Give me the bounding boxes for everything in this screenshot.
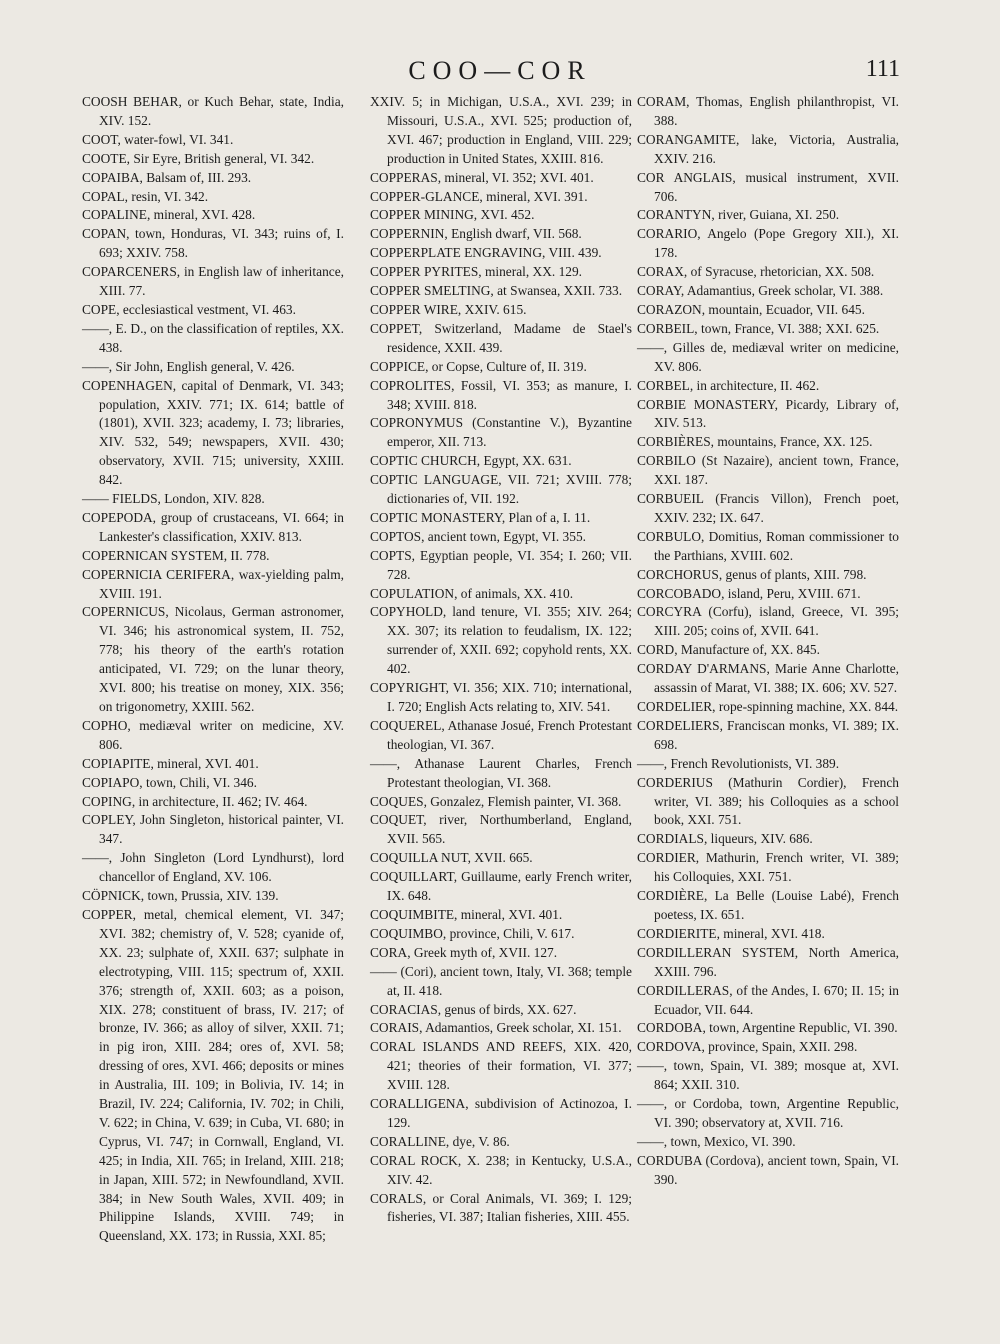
index-entry: COPTOS, ancient town, Egypt, VI. 355.	[370, 528, 586, 544]
index-entry: COPAN, town, Honduras, VI. 343; ruins of, I. 693; XXIV. 758.	[82, 226, 344, 261]
index-entry: COPAL, resin, VI. 342.	[82, 188, 209, 204]
index-entry: CORBEIL, town, France, VI. 388; XXI. 625.	[637, 320, 880, 336]
index-entry: CORDIÈRE, La Belle (Louise Labé), French poetess, IX. 651.	[637, 888, 899, 922]
index-entry: CORDUBA (Cordova), ancient town, Spain, VI. 390.	[637, 1152, 899, 1187]
index-entry: COPPICE, or Copse, Culture of, II. 319.	[370, 358, 587, 374]
index-entry: CORANGAMITE, lake, Victoria, Australia, XXIV. 216.	[637, 131, 899, 166]
index-entry: CORAL ROCK, X. 238; in Kentucky, U.S.A., XIV. 42.	[370, 1152, 632, 1187]
index-entry: CORCHORUS, genus of plants, XIII. 798.	[637, 566, 867, 582]
index-entry: COPERNICIA CERIFERA, wax-yielding palm, XVIII. 191.	[82, 566, 344, 601]
index-entry: COPTS, Egyptian people, VI. 354; I. 260; VII. 728.	[370, 547, 632, 582]
index-entry: CORBIE MONASTERY, Picardy, Library of, XIV. 513.	[637, 396, 899, 431]
index-entry: XXIV. 5; in Michigan, U.S.A., XVI. 239; in Missouri, U.S.A., XVI. 525; production of, XVI. 467; production in England, VIII. 229; production in United States, XXIII. 816.	[370, 94, 632, 166]
index-entry: COPIAPO, town, Chili, VI. 346.	[82, 774, 257, 790]
index-entry: CORALLINE, dye, V. 86.	[370, 1133, 510, 1149]
index-entry: COPERNICUS, Nicolaus, German astronomer, VI. 346; his astronomical system, II. 752, 778; his theory of the earth's rotation anticipated, VI. 729; on the lunar theory, XVI. 800; his treatise on money, XIX. 356; on trigonometry, XXIII. 562.	[82, 604, 344, 714]
index-entry: COQUEREL, Athanase Josué, French Protestant theologian, VI. 367.	[370, 717, 632, 752]
index-entry: ——, town, Mexico, VI. 390.	[637, 1133, 796, 1149]
index-entry: COPE, ecclesiastical vestment, VI. 463.	[82, 301, 296, 317]
index-entry: CORBIÈRES, mountains, France, XX. 125.	[637, 434, 873, 450]
index-entry: CORDILLERAS, of the Andes, I. 670; II. 15; in Ecuador, VII. 644.	[637, 982, 899, 1017]
index-entry: COPPER-GLANCE, mineral, XVI. 391.	[370, 188, 588, 204]
index-entry: COOT, water-fowl, VI. 341.	[82, 131, 234, 147]
index-entry: COQUET, river, Northumberland, England, XVII. 565.	[370, 812, 632, 847]
index-entry: COPROLITES, Fossil, VI. 353; as manure, I. 348; XVIII. 818.	[370, 377, 632, 412]
index-entry: CORDAY D'ARMANS, Marie Anne Charlotte, assassin of Marat, VI. 388; IX. 606; XV. 527.	[637, 661, 899, 696]
index-entry: CORDIER, Mathurin, French writer, VI. 389; his Colloquies, XXI. 751.	[637, 850, 899, 885]
index-entry: COR ANGLAIS, musical instrument, XVII. 706.	[637, 169, 899, 204]
index-entry: CORBEL, in architecture, II. 462.	[637, 377, 820, 393]
index-entry: CORANTYN, river, Guiana, XI. 250.	[637, 207, 840, 223]
index-entry: CORBUEIL (Francis Villon), French poet, XXIV. 232; IX. 647.	[637, 491, 899, 525]
index-entry: CORAX, of Syracuse, rhetorician, XX. 508.	[637, 264, 875, 280]
index-entry: CORAZON, mountain, Ecuador, VII. 645.	[637, 301, 865, 317]
index-entry: CORAM, Thomas, English philanthropist, VI. 388.	[637, 94, 899, 128]
index-entry: CORCYRA (Corfu), island, Greece, VI. 395; XIII. 205; coins of, XVII. 641.	[637, 604, 899, 639]
index-entry: ——, Sir John, English general, V. 426.	[82, 358, 295, 374]
index-entry: ——, French Revolutionists, VI. 389.	[637, 755, 840, 771]
index-entry: COPHO, mediæval writer on medicine, XV. 806.	[82, 717, 344, 752]
index-entry: —— (Cori), ancient town, Italy, VI. 368; temple at, II. 418.	[370, 963, 632, 998]
index-entry: COPYHOLD, land tenure, VI. 355; XIV. 264; XX. 307; its relation to feudalism, IX. 122; surrender of, XXII. 692; copyhold rents, XX. 402.	[370, 604, 632, 677]
index-entry: COPYRIGHT, VI. 356; XIX. 710; international, I. 720; English Acts relating to, XIV. 541.	[370, 680, 632, 714]
index-entry: COQUILLART, Guillaume, early French writer, IX. 648.	[370, 869, 632, 904]
index-entry: ——, Athanase Laurent Charles, French Protestant theologian, VI. 368.	[370, 755, 632, 790]
index-entry: COPPER, metal, chemical element, VI. 347; XVI. 382; chemistry of, V. 528; cyanide of, XX. 23; sulphate of, XXII. 637; sulphate in electrotyping, VIII. 115; spectrum of, XXII. 376; strength of, XXII. 603; as a poison, XIX. 278; constituent of brass, IV. 217; of bronze, IV. 366; as alloy of silver, XXII. 71; in pig iron, XIII. 284; ores of, XVI. 58; dressing of ores, XVI. 466; deposits or mines in Australia, III. 109; in Bolivia, IV. 14; in Brazil, IV. 224; California, IV. 702; in Chili, V. 622; in China, V. 639; in Cuba, VI. 680; in Cyprus, VI. 747; in Cornwall, England, VI. 425; in India, XII. 765; in Ireland, XIII. 218; in Japan, XIII. 572; in Newfoundland, XVII. 384; in New South Wales, XVII. 409; in Philippine Islands, XVIII. 749; in Queensland, XX. 173; in Russia, XXI. 85;	[82, 906, 344, 1244]
index-entry: COPLEY, John Singleton, historical painter, VI. 347.	[82, 812, 344, 847]
index-entry: COPAIBA, Balsam of, III. 293.	[82, 169, 252, 185]
index-entry: CORDELIERS, Franciscan monks, VI. 389; IX. 698.	[637, 717, 899, 752]
index-entry: COPPET, Switzerland, Madame de Stael's residence, XXII. 439.	[370, 320, 632, 355]
index-entry: COPTIC LANGUAGE, VII. 721; XVIII. 778; dictionaries of, VII. 192.	[370, 472, 632, 507]
index-entry: ——, John Singleton (Lord Lyndhurst), lord chancellor of England, XV. 106.	[82, 850, 344, 885]
index-entry: CORAY, Adamantius, Greek scholar, VI. 388.	[637, 283, 884, 299]
index-entry: CORDOBA, town, Argentine Republic, VI. 390.	[637, 1020, 898, 1036]
index-entry: CORDIERITE, mineral, XVI. 418.	[637, 925, 825, 941]
index-entry: CORALLIGENA, subdivision of Actinozoa, I. 129.	[370, 1096, 632, 1130]
index-entry: COQUES, Gonzalez, Flemish painter, VI. 368.	[370, 793, 622, 809]
index-entry: CORBULO, Domitius, Roman commissioner to the Parthians, XVIII. 602.	[637, 528, 899, 563]
index-entry: COPPERPLATE ENGRAVING, VIII. 439.	[370, 245, 602, 261]
index-column-1	[82, 93, 344, 1246]
index-entry: COPTIC CHURCH, Egypt, XX. 631.	[370, 453, 572, 469]
index-entry: CORDOVA, province, Spain, XXII. 298.	[637, 1039, 858, 1055]
index-entry: CORD, Manufacture of, XX. 845.	[637, 642, 820, 658]
index-entry: COQUIMBITE, mineral, XVI. 401.	[370, 906, 563, 922]
running-head: COO—COR	[408, 56, 592, 85]
index-entry: CORDELIER, rope-spinning machine, XX. 844.	[637, 699, 899, 714]
index-entry: COPTIC MONASTERY, Plan of a, I. 11.	[370, 509, 591, 525]
index-entry: COOSH BEHAR, or Kuch Behar, state, India, XIV. 152.	[82, 94, 344, 128]
page-number: 111	[865, 56, 900, 82]
index-entry: CORCOBADO, island, Peru, XVIII. 671.	[637, 585, 861, 601]
index-entry: CORAL ISLANDS AND REEFS, XIX. 420, 421; theories of their formation, VI. 377; XVIII. 128.	[370, 1039, 632, 1093]
index-entry: ——, Gilles de, mediæval writer on medicine, XV. 806.	[637, 339, 899, 374]
index-entry: COQUILLA NUT, XVII. 665.	[370, 850, 533, 866]
index-entry: CORALS, or Coral Animals, VI. 369; I. 129; fisheries, VI. 387; Italian fisheries, XIII. 455.	[370, 1190, 632, 1225]
index-entry: COPING, in architecture, II. 462; IV. 464.	[82, 793, 308, 809]
index-entry: COPPER PYRITES, mineral, XX. 129.	[370, 264, 583, 280]
index-entry: ——, E. D., on the classification of reptiles, XX. 438.	[82, 320, 344, 355]
index-entry: COPALINE, mineral, XVI. 428.	[82, 207, 256, 223]
index-entry: CORBILO (St Nazaire), ancient town, France, XXI. 187.	[637, 453, 899, 488]
index-column-3	[637, 93, 899, 1190]
index-column-2	[370, 93, 632, 1227]
index-entry: COPPER WIRE, XXIV. 615.	[370, 301, 527, 317]
index-entry: COPENHAGEN, capital of Denmark, VI. 343; population, XXIV. 771; IX. 614; battle of (1801), XVII. 323; academy, I. 73; libraries, XIV. 532, 549; newspapers, XVII. 430; observatory, XVII. 715; university, XXIII. 842.	[82, 377, 344, 488]
index-entry: CORAIS, Adamantios, Greek scholar, XI. 151.	[370, 1020, 622, 1036]
index-entry: COPEPODA, group of crustaceans, VI. 664; in Lankester's classification, XXIV. 813.	[82, 509, 344, 544]
index-entry: ——, town, Spain, VI. 389; mosque at, XVI. 864; XXII. 310.	[637, 1058, 899, 1093]
index-entry: COOTE, Sir Eyre, British general, VI. 342.	[82, 150, 315, 166]
index-entry: CÖPNICK, town, Prussia, XIV. 139.	[82, 888, 279, 904]
index-entry: CORDIALS, liqueurs, XIV. 686.	[637, 831, 813, 847]
index-entry: CORDILLERAN SYSTEM, North America, XXIII. 796.	[637, 944, 899, 979]
index-entry: CORARIO, Angelo (Pope Gregory XII.), XI. 178.	[637, 226, 899, 261]
index-entry: COPPERNIN, English dwarf, VII. 568.	[370, 226, 582, 242]
index-entry: COPULATION, of animals, XX. 410.	[370, 585, 574, 601]
index-entry: COPPER MINING, XVI. 452.	[370, 207, 535, 223]
index-entry: COPIAPITE, mineral, XVI. 401.	[82, 755, 259, 771]
index-entry: —— FIELDS, London, XIV. 828.	[82, 491, 265, 507]
index-entry: COPARCENERS, in English law of inheritance, XIII. 77.	[82, 264, 344, 299]
index-entry: CORA, Greek myth of, XVII. 127.	[370, 944, 558, 960]
index-entry: CORDERIUS (Mathurin Cordier), French writer, VI. 389; his Colloquies as a school book, XXI. 751.	[637, 774, 899, 828]
index-entry: CORACIAS, genus of birds, XX. 627.	[370, 1001, 577, 1017]
index-entry: COPPER SMELTING, at Swansea, XXII. 733.	[370, 283, 623, 299]
index-entry: ——, or Cordoba, town, Argentine Republic, VI. 390; observatory at, XVII. 716.	[637, 1096, 899, 1130]
index-entry: COQUIMBO, province, Chili, V. 617.	[370, 925, 575, 941]
index-entry: COPERNICAN SYSTEM, II. 778.	[82, 547, 270, 563]
index-entry: COPPERAS, mineral, VI. 352; XVI. 401.	[370, 169, 594, 185]
index-entry: COPRONYMUS (Constantine V.), Byzantine emperor, XII. 713.	[370, 415, 632, 450]
